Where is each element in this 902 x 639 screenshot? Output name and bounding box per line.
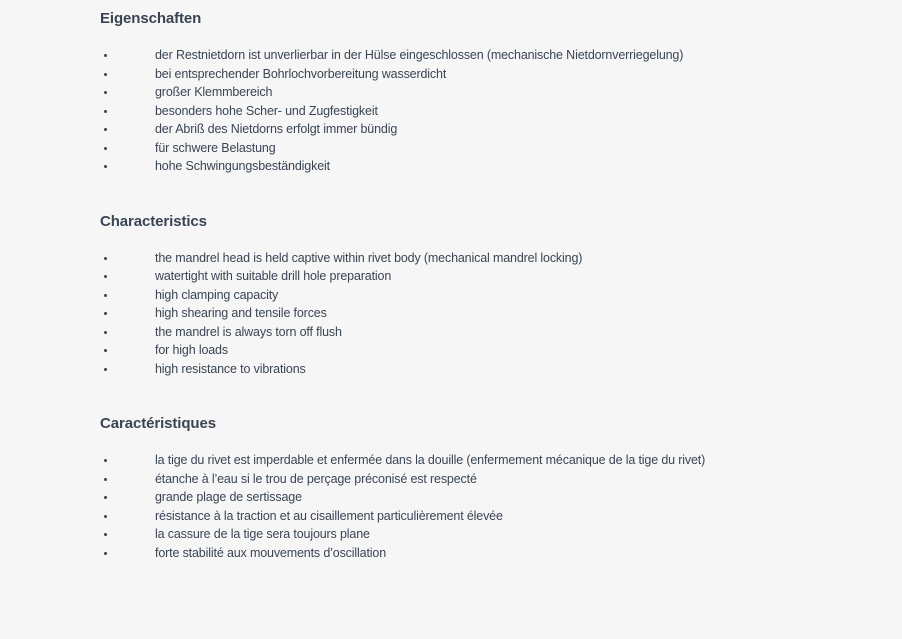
list-item-text: high clamping capacity [155,287,279,302]
feature-list-english [100,249,882,379]
bullet-icon [104,91,107,94]
list-item [100,323,882,342]
bullet-icon [104,368,107,371]
bullet-icon [104,294,107,297]
section-eigenschaften [100,9,882,176]
section-caracteristiques [100,414,882,562]
list-item-text: high shearing and tensile forces [155,306,327,320]
list-item [100,157,882,176]
list-item-text: la cassure de la tige sera toujours plane [155,527,370,541]
bullet-icon [104,110,107,113]
bullet-icon [104,349,107,352]
bullet-icon [104,73,107,76]
list-item [100,525,882,544]
list-item [100,267,882,286]
list-item-text: grande plage de sertissage [155,490,302,504]
list-item [100,470,882,489]
list-item-text: la tige du rivet est imperdable et enfermée dans la douille (enfermement mécanique de la tige du rivet) [155,453,706,467]
list-item-text: the mandrel is always torn off flush [155,324,342,339]
list-item [100,341,882,360]
bullet-icon [104,331,107,334]
list-item [100,544,882,563]
list-item [100,286,882,305]
list-item-text: forte stabilité aux mouvements d’oscillation [155,545,387,560]
list-item-text: der Abriß des Nietdorns erfolgt immer bündig [155,122,398,136]
bullet-icon [104,552,107,555]
list-item-text: watertight with suitable drill hole preparation [155,269,392,283]
list-item-text: hohe Schwingungsbeständigkeit [155,159,330,173]
list-item-text: the mandrel head is held captive within rivet body (mechanical mandrel locking) [155,250,583,265]
list-item [100,46,882,65]
list-item [100,102,882,121]
list-item-text: der Restnietdorn ist unverlierbar in der Hülse eingeschlossen (mechanische Nietdornverriegelung) [155,48,684,62]
list-item-text: großer Klemmbereich [155,85,273,99]
list-item-text: for high loads [155,343,228,357]
list-item [100,360,882,379]
list-item-text: résistance à la traction et au cisaillement particulièrement élevée [155,508,503,523]
list-item [100,451,882,470]
list-item [100,249,882,268]
list-item-text: étanche à l’eau si le trou de perçage préconisé est respecté [155,471,477,486]
section-characteristics [100,212,882,379]
section-title-characteristics: Characteristics [100,212,207,230]
list-item-text: high resistance to vibrations [155,361,306,376]
bullet-icon [104,312,107,315]
list-item [100,488,882,507]
list-item [100,139,882,158]
bullet-icon [104,128,107,131]
section-title-eigenschaften: Eigenschaften [100,10,202,27]
bullet-icon [104,165,107,168]
feature-list-german [100,46,882,176]
bullet-icon [104,275,107,278]
bullet-icon [104,515,107,518]
list-item [100,120,882,139]
list-item [100,304,882,323]
bullet-icon [104,459,107,462]
bullet-icon [104,257,107,260]
section-title-caracteristiques: Caractéristiques [100,415,216,432]
bullet-icon [104,147,107,150]
list-item [100,507,882,526]
list-item [100,65,882,84]
list-item [100,83,882,102]
bullet-icon [104,533,107,536]
bullet-icon [104,496,107,499]
list-item-text: für schwere Belastung [155,140,276,155]
feature-list-french [100,451,882,562]
list-item-text: besonders hohe Scher- und Zugfestigkeit [155,103,378,118]
bullet-icon [104,478,107,481]
list-item-text: bei entsprechender Bohrlochvorbereitung wasserdicht [155,66,447,81]
bullet-icon [104,54,107,57]
